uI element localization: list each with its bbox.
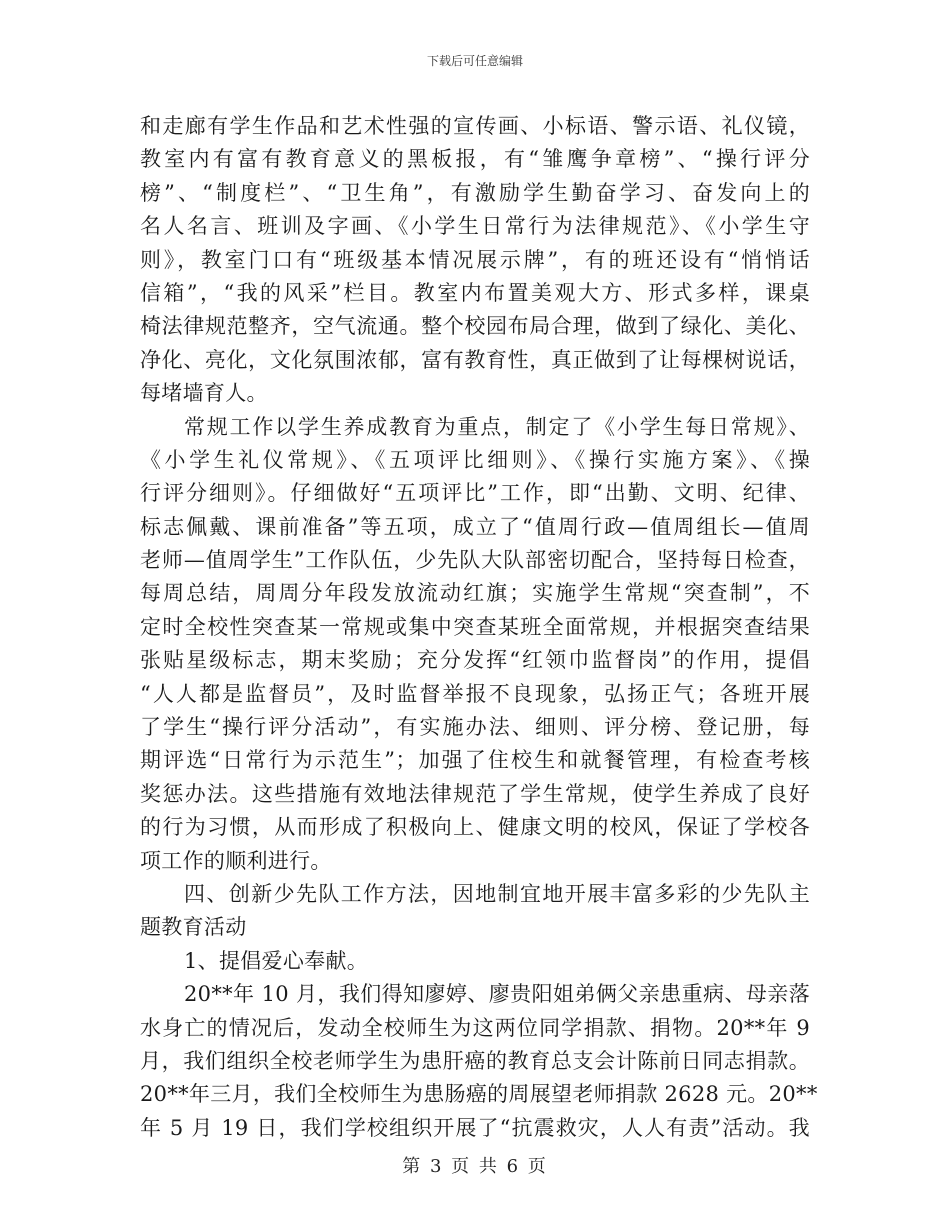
text-line: 老师—值周学生”工作队伍，少先队大队部密切配合，坚持每日检查， [140,548,810,573]
text-line: 月，我们组织全校老师学生为患肝癌的教育总支会计陈前日同志捐款。 [140,1048,810,1073]
text-line: 《小学生礼仪常规》、《五项评比细则》、《操行实施方案》、《操 [140,447,810,472]
text-line: 20**年三月，我们全校师生为患肠癌的周展望老师捐款 2628 元。20** [140,1082,818,1107]
document-body [140,110,818,1145]
text-line: 信箱”，“我的风采”栏目。教室内布置美观大方、形式多样，课桌 [140,280,810,305]
text-line: 和走廊有学生作品和艺术性强的宣传画、小标语、警示语、礼仪镜， [140,114,810,138]
text-line: 标志佩戴、课前准备”等五项，成立了“值周行政—值周组长—值周 [140,514,810,539]
text-line: 年 5 月 19 日，我们学校组织开展了“抗震救灾，人人有责”活动。我 [140,1115,810,1140]
text-line: 常规工作以学生养成教育为重点，制定了《小学生每日常规》、 [184,414,810,439]
text-line: 椅法律规范整齐，空气流通。整个校园布局合理，做到了绿化、美化、 [140,314,810,339]
text-line: 定时全校性突查某一常规或集中突查某班全面常规，并根据突查结果 [140,614,810,639]
section-heading-line: 四、创新少先队工作方法，因地制宜地开展丰富多彩的少先队主 [184,881,810,906]
text-line: 每堵墙育人。 [140,381,268,406]
text-line: 项工作的顺利进行。 [140,848,332,873]
text-line: 榜”、“制度栏”、“卫生角”，有激励学生勤奋学习、奋发向上的 [140,180,810,205]
text-line: 张贴星级标志，期末奖励；充分发挥“红领巾监督岗”的作用，提倡 [140,648,810,673]
text-line: 的行为习惯，从而形成了积极向上、健康文明的校风，保证了学校各 [140,815,810,840]
text-line: 期评选“日常行为示范生”；加强了住校生和就餐管理，有检查考核 [140,748,810,773]
text-line: 奖惩办法。这些措施有效地法律规范了学生常规，使学生养成了良好 [140,781,810,806]
text-line: “人人都是监督员”，及时监督举报不良现象，弘扬正气；各班开展 [140,681,810,706]
text-line: 净化、亮化，文化氛围浓郁，富有教育性，真正做到了让每棵树说话， [140,347,810,372]
text-line: 水身亡的情况后，发动全校师生为这两位同学捐款、捐物。20**年 9 [140,1015,810,1040]
text-line: 20**年 10 月，我们得知廖婷、廖贵阳姐弟俩父亲患重病、母亲落 [184,982,810,1007]
text-line: 教室内有富有教育意义的黑板报，有“雏鹰争章榜”、“操行评分 [140,147,810,172]
page-number-footer: 第 3 页 共 6 页 [402,1156,548,1177]
text-line: 名人名言、班训及字画、《小学生日常行为法律规范》、《小学生守 [140,214,810,239]
text-line: 则》，教室门口有“班级基本情况展示牌”，有的班还设有“悄悄话 [140,247,810,272]
text-line: 了学生“操行评分活动”，有实施办法、细则、评分榜、登记册，每 [140,715,810,740]
text-line: 行评分细则》。仔细做好“五项评比”工作，即“出勤、文明、纪律、 [140,481,810,506]
subheading-line: 1、提倡爱心奉献。 [184,948,369,973]
text-line: 每周总结，周周分年段发放流动红旗；实施学生常规“突查制”，不 [140,581,810,606]
page-header: 下载后可任意编辑 [426,54,523,68]
section-heading-line: 题教育活动 [140,915,247,940]
